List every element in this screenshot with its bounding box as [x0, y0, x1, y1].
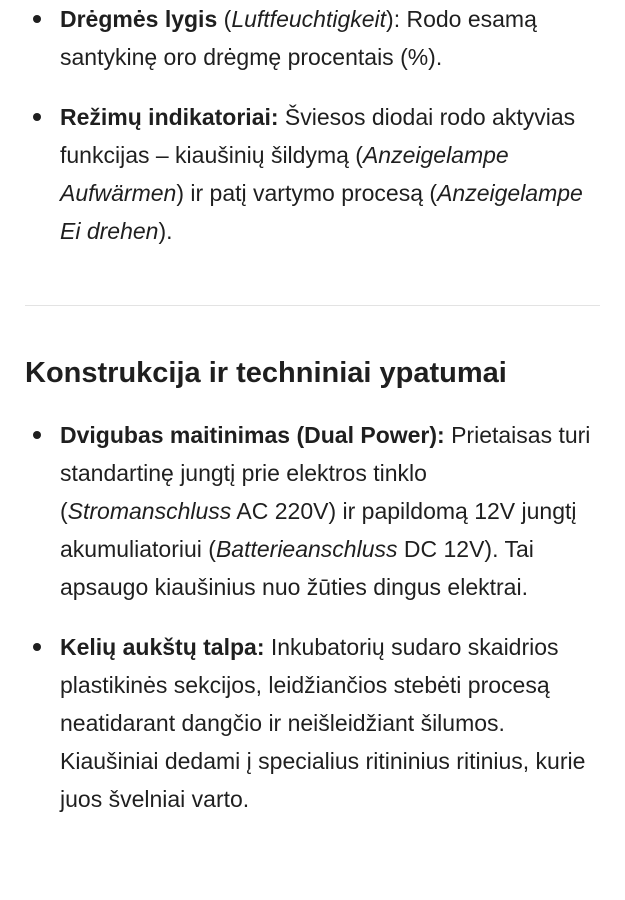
item-text: Inkubatorių sudaro skaidrios plastikinės sekcijos, leidžiančios stebėti procesą neatidarant dangčio ir neišleidžiant šilumos. Kiaušiniai dedami į specialius ritininius ritinius, kurie juos švelniai varto. [60, 634, 586, 812]
bullet-dot [33, 113, 41, 121]
item-title: Drėgmės lygis [60, 6, 218, 32]
item-title: Dvigubas maitinimas (Dual Power): [60, 422, 445, 448]
bullet-dot [33, 15, 41, 23]
bullet-dot [33, 643, 41, 651]
bullet-list-top [0, 0, 625, 250]
item-text: AC 220V) ir papildomą 12V jungtį akumuliatoriui ( [60, 498, 577, 562]
section-heading: Konstrukcija ir techniniai ypatumai [25, 357, 507, 389]
list-item-dual-power [0, 416, 625, 606]
item-term: Luftfeuchtigkeit [231, 6, 387, 32]
item-text: ) ir patį vartymo procesą ( [176, 180, 438, 206]
item-title: Kelių aukštų talpa: [60, 634, 265, 660]
item-text: ): Rodo esamą santykinę oro drėgmę procentais (%). [60, 6, 537, 70]
list-bottom [0, 416, 625, 818]
section-divider [25, 305, 600, 306]
item-term: Anzeigelampe Aufwärmen [60, 142, 509, 206]
item-term: Stromanschluss [67, 498, 232, 524]
item-text: Prietaisas turi standartinę jungtį prie elektros tinklo ( [60, 422, 591, 524]
list-top [0, 0, 625, 250]
list-item-humidity [0, 0, 625, 76]
item-term: Anzeigelampe Ei drehen [60, 180, 583, 244]
item-text: ). [158, 218, 173, 244]
bullet-dot [33, 431, 41, 439]
item-title: Režimų indikatoriai: [60, 104, 279, 130]
item-text: Šviesos diodai rodo aktyvias funkcijas – kiaušinių šildymą ( [60, 104, 576, 168]
item-text: ( [217, 6, 232, 32]
bullet-list-bottom [0, 416, 625, 818]
item-term: Batterieanschluss [215, 536, 398, 562]
list-item-capacity [0, 628, 625, 818]
list-item-indicators [0, 98, 625, 250]
item-text: DC 12V). Tai apsaugo kiaušinius nuo žūties dingus elektrai. [60, 536, 534, 600]
